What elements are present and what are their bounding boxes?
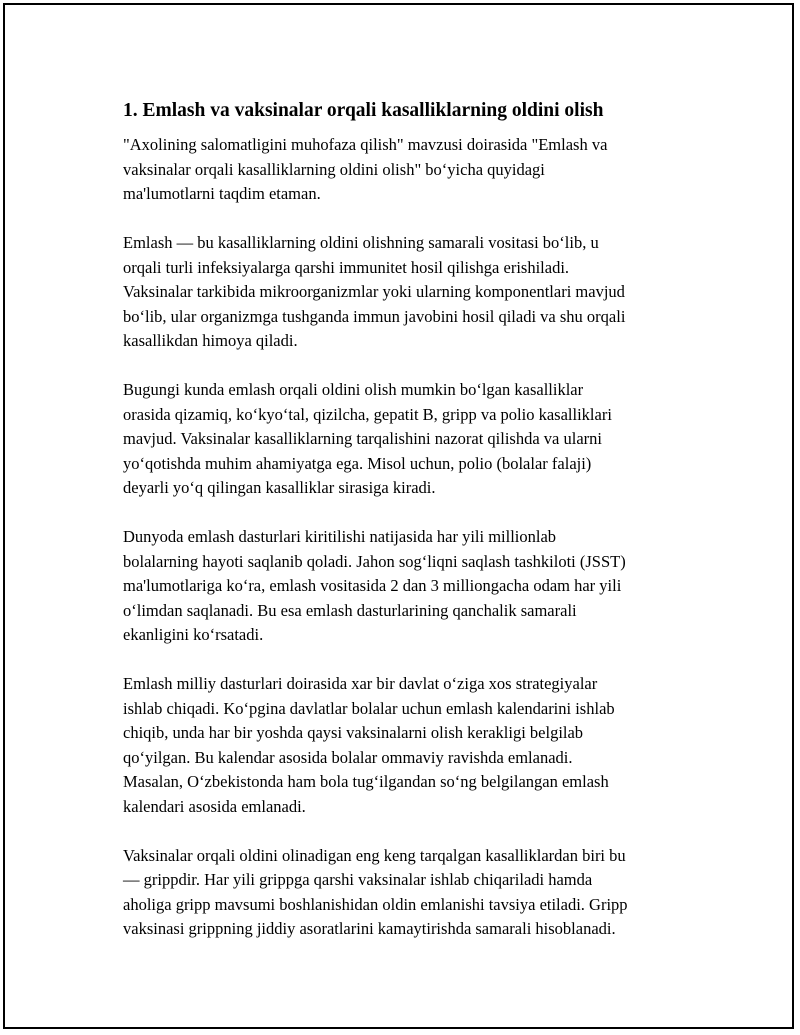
paragraph-line: ishlab chiqadi. Ko‘pgina davlatlar bolalar uchun emlash kalendarini ishlab <box>123 698 615 718</box>
paragraph-line: vaksinasi grippning jiddiy asoratlarini kamaytirishda samarali hisoblanadi. <box>123 919 616 938</box>
paragraph-line: kasallikdan himoya qiladi. <box>123 331 298 350</box>
paragraph-line: ekanligini ko‘rsatadi. <box>123 625 264 644</box>
paragraph-line: chiqib, unda har bir yoshda qaysi vaksinalarni olish kerakligi belgilab <box>123 723 584 742</box>
paragraph-preventable-diseases <box>123 378 683 501</box>
paragraph-line: o‘limdan saqlanadi. Bu esa emlash dasturlarining qanchalik samarali <box>123 600 577 620</box>
paragraph-line: Bugungi kunda emlash orqali oldini olish mumkin bo‘lgan kasalliklar <box>123 380 584 399</box>
paragraph-line: Emlash — bu kasalliklarning oldini olishning samarali vositasi bo‘lib, u <box>123 233 599 252</box>
paragraph-line: yo‘qotishda muhim ahamiyatga ega. Misol uchun, polio (bolalar falaji) <box>123 453 592 473</box>
paragraph-line: qo‘yilgan. Bu kalendar asosida bolalar ommaviy ravishda emlanadi. <box>123 747 573 767</box>
paragraph-line: orasida qizamiq, ko‘kyo‘tal, qizilcha, gepatit B, gripp va polio kasalliklari <box>123 404 612 424</box>
paragraph-line: vaksinalar orqali kasalliklarning oldini olish" bo‘yicha quyidagi <box>123 159 545 179</box>
paragraph-line: ma'lumotlariga ko‘ra, emlash vositasida 2 dan 3 milliongacha odam har yili <box>123 576 622 595</box>
paragraph-line: bolalarning hayoti saqlanib qoladi. Jahon sog‘liqni saqlash tashkiloti (JSST) <box>123 551 626 571</box>
paragraph-influenza <box>123 844 683 942</box>
page-frame <box>3 3 794 1029</box>
paragraph-intro <box>123 133 683 207</box>
paragraph-line: bo‘lib, ular organizmga tushganda immun javobini hosil qiladi va shu orqali <box>123 306 626 326</box>
paragraph-national-programs <box>123 672 683 819</box>
paragraph-line: Dunyoda emlash dasturlari kiritilishi natijasida har yili millionlab <box>123 527 557 546</box>
paragraph-line: Masalan, O‘zbekistonda ham bola tug‘ilgandan so‘ng belgilangan emlash <box>123 772 609 791</box>
paragraph-line: aholiga gripp mavsumi boshlanishidan oldin emlanishi tavsiya etiladi. Gripp <box>123 894 628 914</box>
paragraph-line: Vaksinalar tarkibida mikroorganizmlar yoki ularning komponentlari mavjud <box>123 282 625 301</box>
paragraph-line: — grippdir. Har yili grippga qarshi vaksinalar ishlab chiqariladi hamda <box>123 870 593 889</box>
paragraph-line: deyarli yo‘q qilingan kasalliklar sirasiga kiradi. <box>123 478 436 497</box>
document-title: 1. Emlash va vaksinalar orqali kasalliklarning oldini olish <box>123 100 604 121</box>
document-body <box>123 97 683 942</box>
paragraph-line: "Axolining salomatligini muhofaza qilish" mavzusi doirasida "Emlash va <box>123 135 608 154</box>
paragraph-line: mavjud. Vaksinalar kasalliklarning tarqalishini nazorat qilishda va ularni <box>123 429 602 448</box>
paragraph-line: kalendari asosida emlanadi. <box>123 796 306 816</box>
paragraph-line: ma'lumotlarni taqdim etaman. <box>123 184 321 203</box>
paragraph-line: Vaksinalar orqali oldini olinadigan eng keng tarqalgan kasalliklardan biri bu <box>123 845 626 865</box>
paragraph-global-programs <box>123 525 683 648</box>
paragraph-line: orqali turli infeksiyalarga qarshi immunitet hosil qilishga erishiladi. <box>123 257 570 277</box>
paragraph-vaccination-definition <box>123 231 683 354</box>
paragraph-line: Emlash milliy dasturlari doirasida xar bir davlat o‘ziga xos strategiyalar <box>123 674 598 693</box>
